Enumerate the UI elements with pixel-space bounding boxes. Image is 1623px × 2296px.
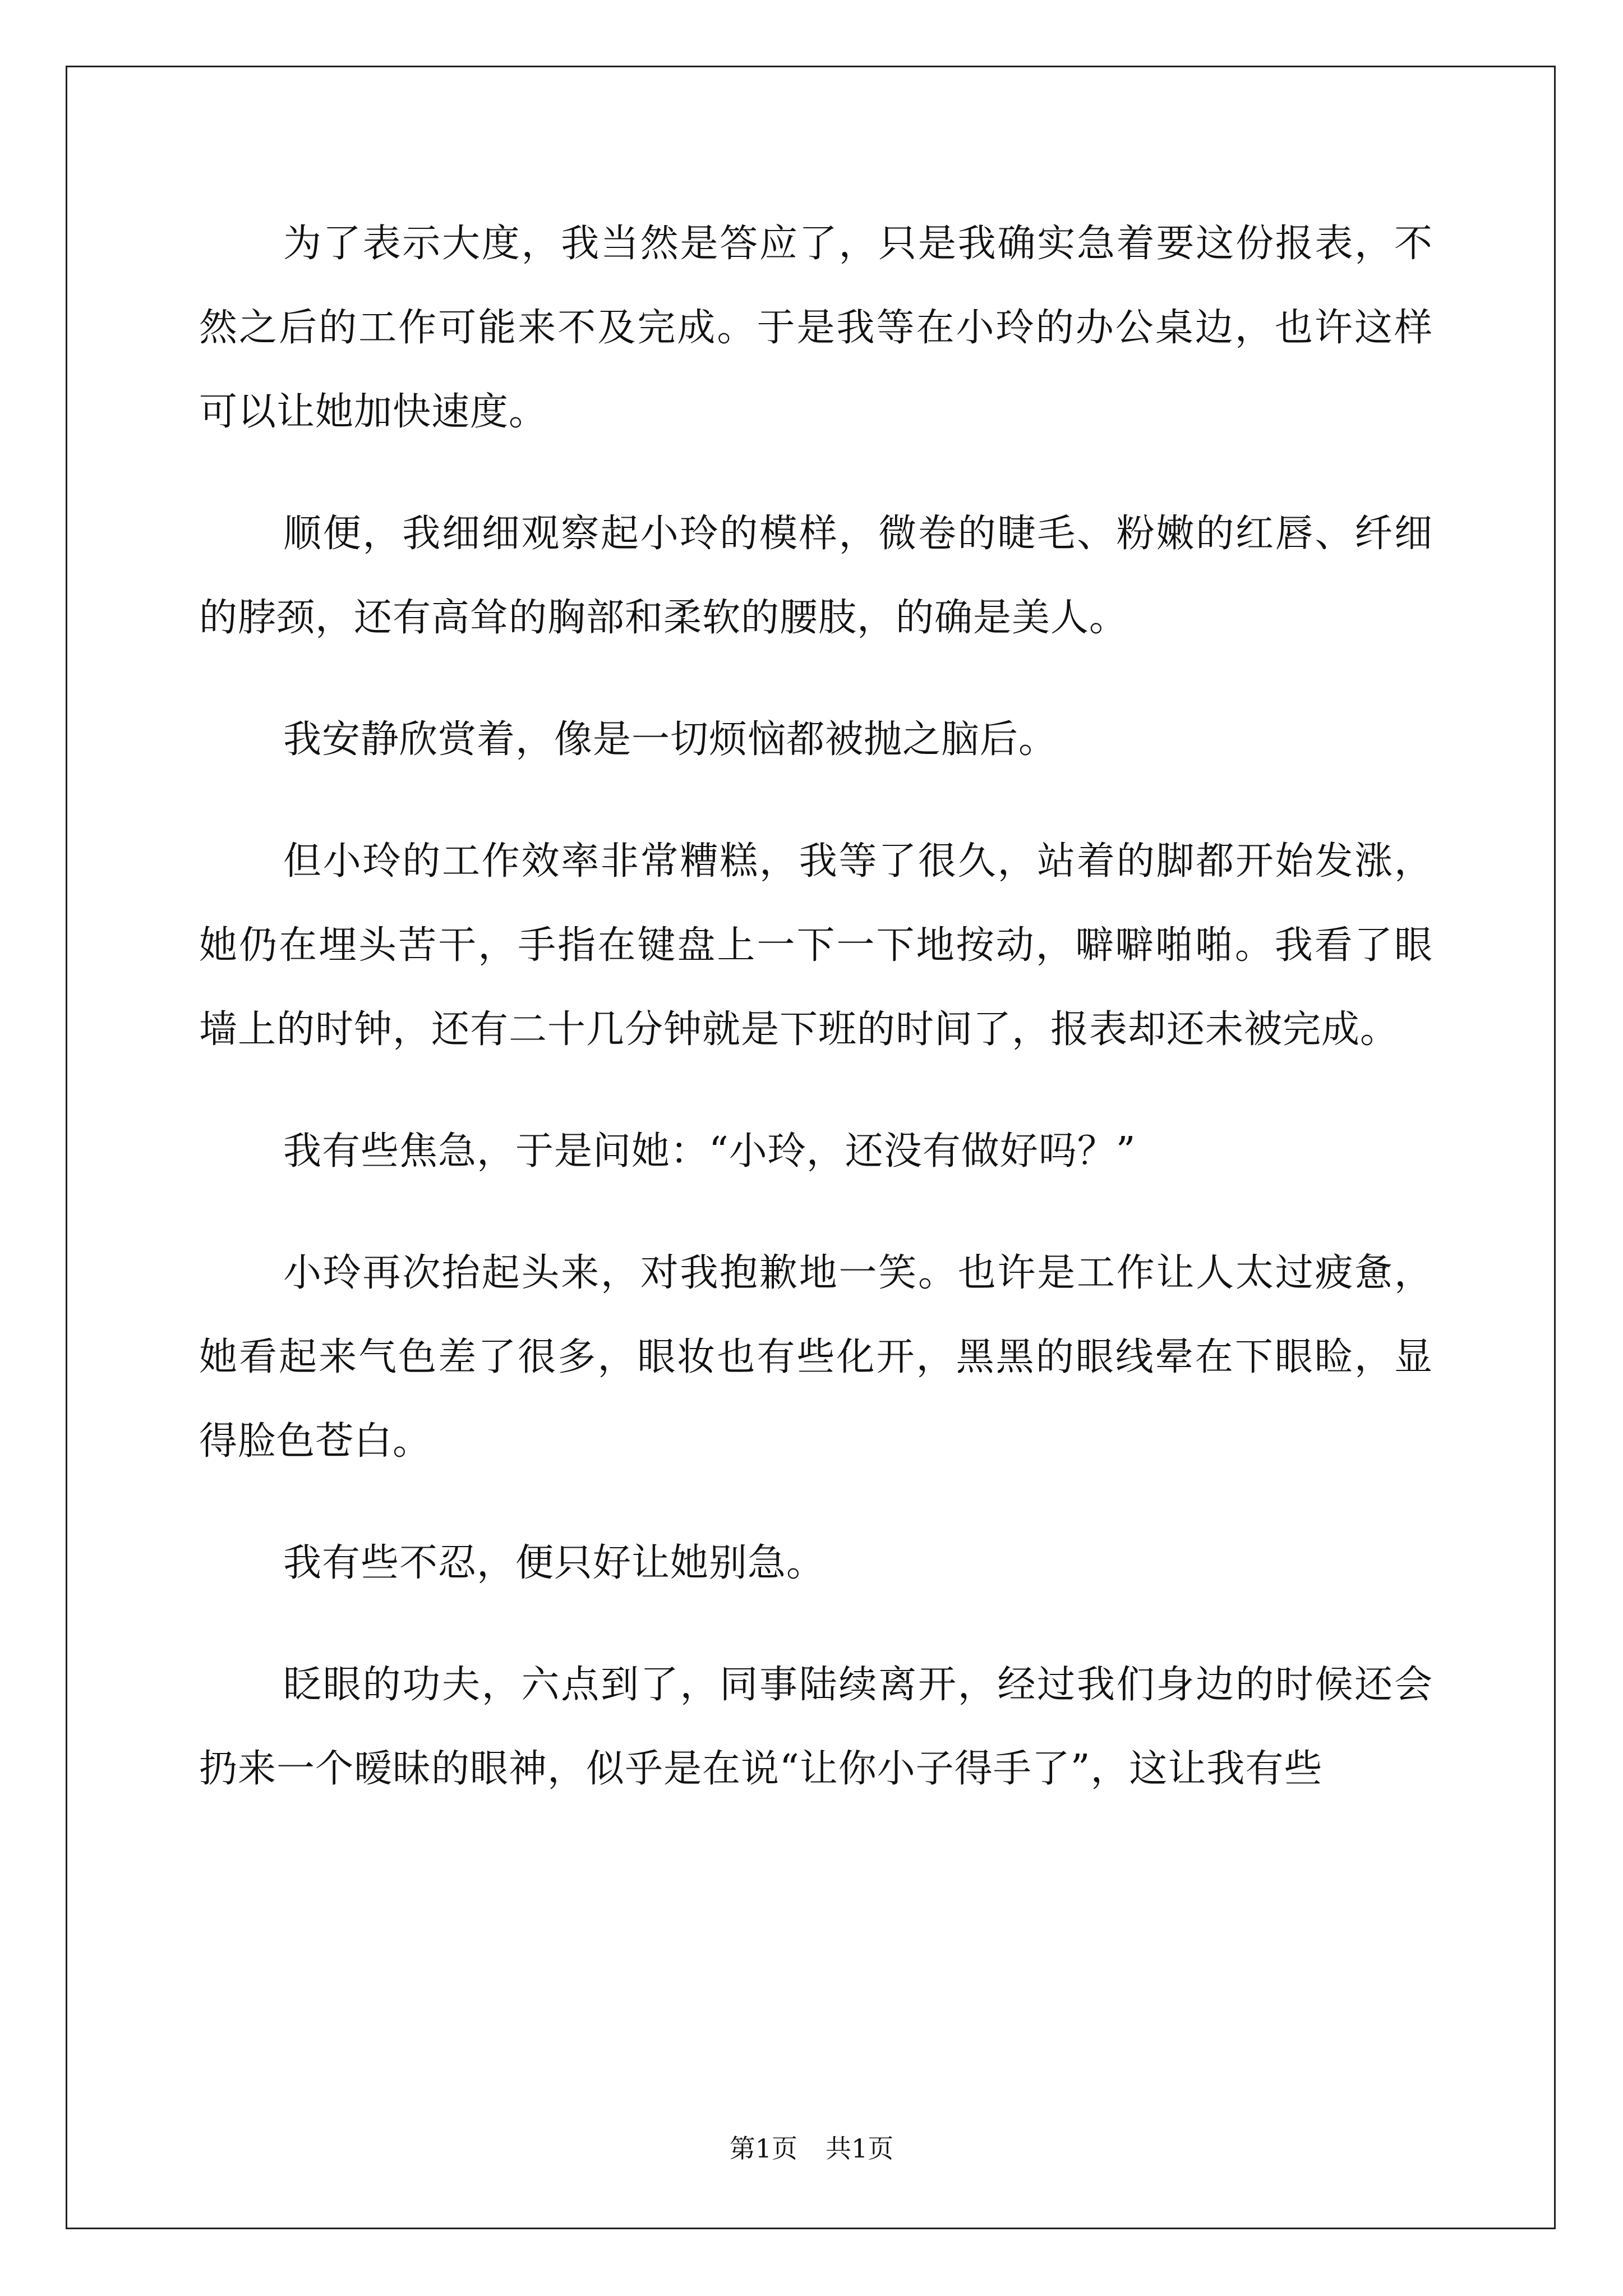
page-number: 第1页 (729, 2133, 797, 2164)
paragraph: 但小玲的工作效率非常糟糕，我等了很久，站着的脚都开始发涨，她仍在埋头苦干，手指在键盘上一下一下地按动，噼噼啪啪。我看了眼墙上的时钟，还有二十几分钟就是下班的时间了，报表却还未被完成。 (199, 839, 1433, 1052)
paragraph: 眨眼的功夫，六点到了，同事陆续离开，经过我们身边的时候还会扔来一个暧昧的眼神，似乎是在说“让你小子得手了”，这让我有些 (199, 1663, 1433, 1791)
paragraph: 我有些焦急，于是问她：“小玲，还没有做好吗？” (283, 1129, 1136, 1174)
page-total: 共1页 (826, 2133, 894, 2164)
paragraph: 我安静欣赏着，像是一切烦恼都被抛之脑后。 (283, 717, 1058, 762)
paragraph: 为了表示大度，我当然是答应了，只是我确实急着要这份报表，不然之后的工作可能来不及完成。于是我等在小玲的办公桌边，也许这样可以让她加快速度。 (199, 222, 1433, 434)
paragraph: 我有些不忍，便只好让她别急。 (283, 1541, 826, 1585)
paragraph: 小玲再次抬起头来，对我抱歉地一笑。也许是工作让人太过疲惫，她看起来气色差了很多，眼妆也有些化开，黑黑的眼线晕在下眼睑，显得脸色苍白。 (199, 1251, 1433, 1464)
paragraph: 顺便，我细细观察起小玲的模样，微卷的睫毛、粉嫩的红唇、纤细的脖颈，还有高耸的胸部和柔软的腰肢，的确是美人。 (199, 512, 1433, 640)
page-footer (0, 2132, 1623, 2165)
document-body (199, 202, 1433, 1849)
